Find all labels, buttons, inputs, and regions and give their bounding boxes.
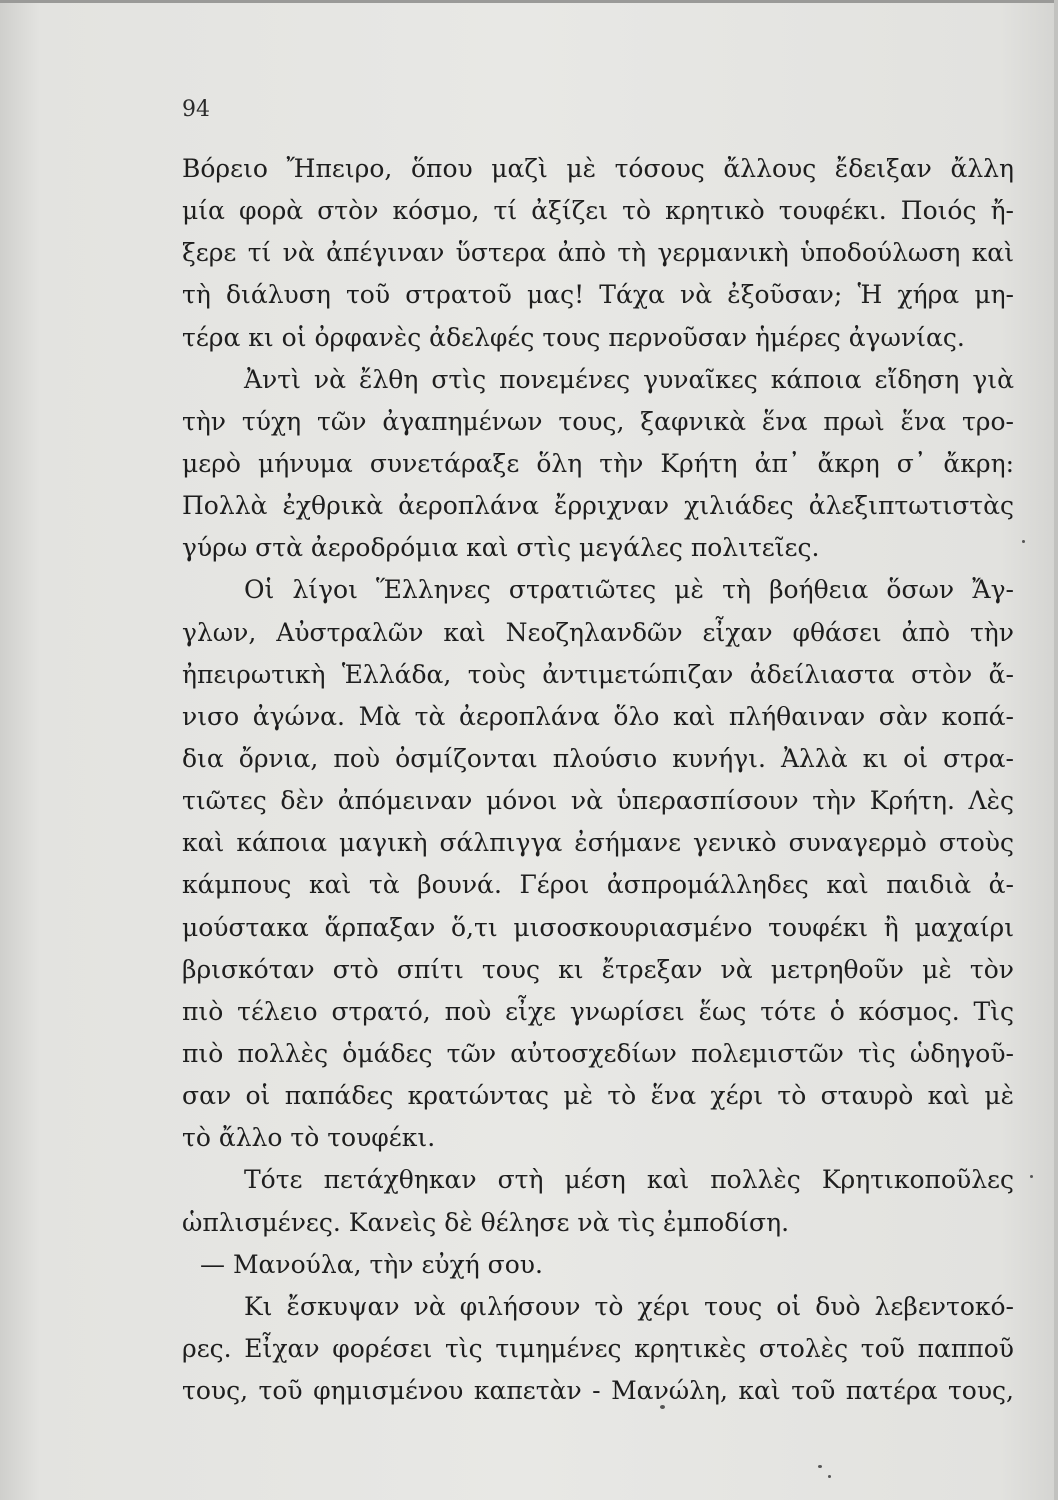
text-line: τὴν τύχη τῶν ἀγαπημένων τους, ξαφνικὰ ἕνα πρωὶ ἕνα τρο-: [182, 406, 1014, 436]
text-line: Τότε πετάχθηκαν στὴ μέση καὶ πολλὲς Κρητικοποῦλες: [244, 1165, 1014, 1195]
text-line: Οἱ λίγοι Ἕλληνες στρατιῶτες μὲ τὴ βοήθεια ὅσων Ἄγ-: [244, 575, 1014, 605]
text-line: δια ὄρνια, ποὺ ὀσμίζονται πλούσιο κυνήγι. Ἀλλὰ κι οἱ στρα-: [182, 743, 1014, 773]
scan-speck: [1022, 540, 1025, 543]
text-line: πιὸ τέλειο στρατό, ποὺ εἶχε γνωρίσει ἕως τότε ὁ κόσμος. Τὶς: [182, 996, 1014, 1026]
text-line: μούστακα ἅρπαξαν ὅ,τι μισοσκουριασμένο τουφέκι ἢ μαχαίρι: [182, 912, 1014, 942]
text-line: Κι ἔσκυψαν νὰ φιλήσουν τὸ χέρι τους οἱ δυὸ λεβεντοκό-: [244, 1291, 1014, 1321]
scan-speck: [828, 1475, 831, 1478]
text-line: τὸ ἄλλο τὸ τουφέκι.: [182, 1123, 436, 1153]
text-line: γύρω στὰ ἀεροδρόμια καὶ στὶς μεγάλες πολιτεῖες.: [182, 533, 820, 563]
text-line: ρες. Εἶχαν φορέσει τὶς τιμημένες κρητικὲς στολὲς τοῦ παπποῦ: [182, 1333, 1014, 1363]
text-line: καὶ κάποια μαγικὴ σάλπιγγα ἐσήμανε γενικὸ συναγερμὸ στοὺς: [182, 828, 1014, 858]
scan-edge-top: [0, 0, 1058, 3]
text-line: ὡπλισμένες. Κανεὶς δὲ θέλησε νὰ τὶς ἐμποδίση.: [182, 1207, 790, 1237]
text-line: τους, τοῦ φημισμένου καπετὰν - Μανώλη, καὶ τοῦ πατέρα τους,: [182, 1376, 1014, 1406]
text-line: Ἀντὶ νὰ ἔλθη στὶς πονεμένες γυναῖκες κάποια εἴδηση γιὰ: [244, 364, 1014, 394]
text-line: Πολλὰ ἐχθρικὰ ἀεροπλάνα ἔρριχναν χιλιάδες ἀλεξιπτωτιστὰς: [182, 491, 1014, 521]
text-line: νισο ἀγώνα. Μὰ τὰ ἀεροπλάνα ὅλο καὶ πλήθαιναν σὰν κοπά-: [182, 701, 1014, 731]
text-line: Βόρειο Ἤπειρο, ὅπου μαζὶ μὲ τόσους ἄλλους ἔδειξαν ἄλλη: [182, 154, 1014, 183]
scan-speck: [1030, 1175, 1033, 1178]
text-line: βρισκόταν στὸ σπίτι τους κι ἔτρεξαν νὰ μετρηθοῦν μὲ τὸν: [182, 954, 1014, 984]
text-line: σαν οἱ παπάδες κρατώντας μὲ τὸ ἕνα χέρι τὸ σταυρὸ καὶ μὲ: [182, 1081, 1014, 1111]
text-line: μία φορὰ στὸν κόσμο, τί ἀξίζει τὸ κρητικὸ τουφέκι. Ποιός ἤ-: [182, 196, 1014, 226]
text-line: — Μανούλα, τὴν εὐχή σου.: [200, 1249, 543, 1279]
text-line: τὴ διάλυση τοῦ στρατοῦ μας! Τάχα νὰ ἐξοῦσαν; Ἡ χήρα μη-: [182, 280, 1014, 310]
text-line: πιὸ πολλὲς ὁμάδες τῶν αὐτοσχεδίων πολεμιστῶν τὶς ὡδηγοῦ-: [182, 1038, 1014, 1068]
text-line: τιῶτες δὲν ἀπόμειναν μόνοι νὰ ὑπερασπίσουν τὴν Κρήτη. Λὲς: [182, 786, 1014, 816]
text-line: γλων, Αὐστραλῶν καὶ Νεοζηλανδῶν εἶχαν φθάσει ἀπὸ τὴν: [182, 617, 1014, 647]
scan-speck: [660, 1405, 665, 1409]
page-number: 94: [182, 97, 210, 122]
text-line: μερὸ μήνυμα συνετάραξε ὅλη τὴν Κρήτη ἀπ᾽ ἄκρη σ᾽ ἄκρη:: [182, 448, 1014, 478]
text-line: τέρα κι οἱ ὀρφανὲς ἀδελφές τους περνοῦσαν ἡμέρες ἀγωνίας.: [182, 322, 965, 352]
body-text: [182, 148, 1014, 1412]
text-line: κάμπους καὶ τὰ βουνά. Γέροι ἀσπρομάλληδες καὶ παιδιὰ ἀ-: [182, 870, 1014, 900]
scan-edge-right: [1054, 0, 1058, 1500]
text-line: ἠπειρωτικὴ Ἑλλάδα, τοὺς ἀντιμετώπιζαν ἀδείλιαστα στὸν ἄ-: [182, 659, 1014, 689]
text-line: ξερε τί νὰ ἀπέγιναν ὕστερα ἀπὸ τὴ γερμανικὴ ὑποδούλωση καὶ: [182, 238, 1014, 268]
scan-speck: [818, 1465, 822, 1468]
